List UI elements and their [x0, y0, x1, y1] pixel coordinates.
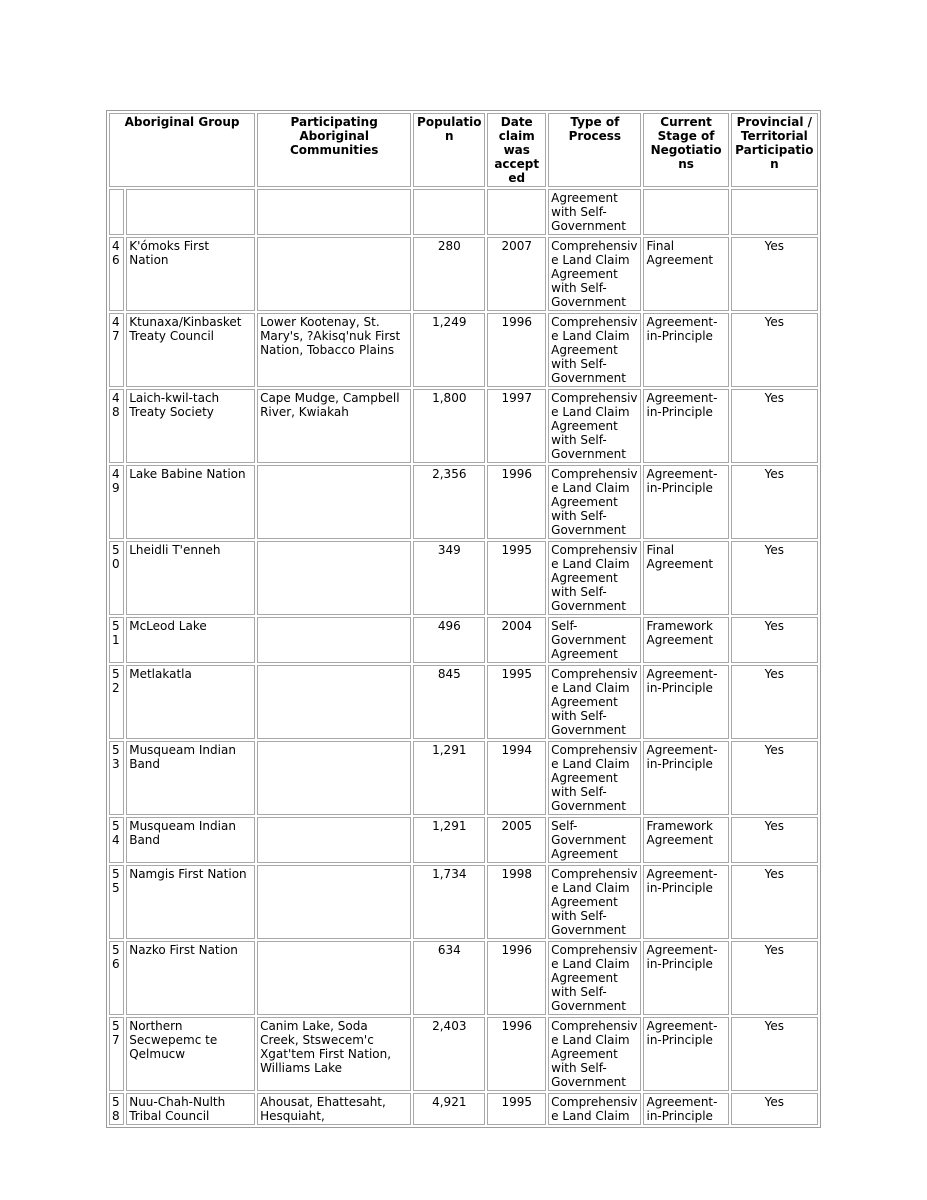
row-participation — [731, 189, 818, 235]
row-group: Lake Babine Nation — [126, 465, 255, 539]
row-population — [413, 189, 485, 235]
row-number: 50 — [109, 541, 124, 615]
row-date: 1995 — [487, 1093, 546, 1125]
row-number: 53 — [109, 741, 124, 815]
row-stage: Final Agreement — [643, 237, 728, 311]
table-row — [109, 665, 818, 739]
row-process: Comprehensive Land Claim Agreement with Self-Government — [548, 389, 641, 463]
row-process: Comprehensive Land Claim Agreement with Self-Government — [548, 1017, 641, 1091]
row-population: 1,291 — [413, 817, 485, 863]
row-group: Nazko First Nation — [126, 941, 255, 1015]
row-number: 52 — [109, 665, 124, 739]
row-population: 496 — [413, 617, 485, 663]
row-participation: Yes — [731, 617, 818, 663]
table-row — [109, 313, 818, 387]
row-stage: Framework Agreement — [643, 617, 728, 663]
row-communities — [257, 941, 411, 1015]
row-stage: Agreement-in-Principle — [643, 741, 728, 815]
row-participation: Yes — [731, 741, 818, 815]
row-process: Comprehensive Land Claim Agreement with Self-Government — [548, 941, 641, 1015]
row-number: 46 — [109, 237, 124, 311]
table-row — [109, 1093, 818, 1125]
table-row — [109, 817, 818, 863]
header-current-stage: Current Stage of Negotiations — [643, 113, 728, 187]
row-participation: Yes — [731, 1017, 818, 1091]
row-population: 2,356 — [413, 465, 485, 539]
row-process: Comprehensive Land Claim Agreement with Self-Government — [548, 237, 641, 311]
row-group: McLeod Lake — [126, 617, 255, 663]
row-number: 57 — [109, 1017, 124, 1091]
row-process: Comprehensive Land Claim Agreement with Self-Government — [548, 541, 641, 615]
row-communities: Lower Kootenay, St. Mary's, ?Akisq'nuk First Nation, Tobacco Plains — [257, 313, 411, 387]
table-body — [109, 189, 818, 1125]
row-number: 58 — [109, 1093, 124, 1125]
row-communities — [257, 465, 411, 539]
row-population: 845 — [413, 665, 485, 739]
row-group: Northern Secwepemc te Qelmucw — [126, 1017, 255, 1091]
claims-table — [106, 110, 821, 1128]
row-stage — [643, 189, 728, 235]
row-population: 1,249 — [413, 313, 485, 387]
row-population: 349 — [413, 541, 485, 615]
table-row — [109, 617, 818, 663]
row-communities — [257, 541, 411, 615]
row-process: Comprehensive Land Claim Agreement with Self-Government — [548, 665, 641, 739]
row-process: Comprehensive Land Claim — [548, 1093, 641, 1125]
row-number: 55 — [109, 865, 124, 939]
row-communities — [257, 817, 411, 863]
row-population: 4,921 — [413, 1093, 485, 1125]
table-row — [109, 865, 818, 939]
header-provincial-participation: Provincial / Territorial Participation — [731, 113, 818, 187]
row-participation: Yes — [731, 941, 818, 1015]
row-number: 56 — [109, 941, 124, 1015]
row-number: 49 — [109, 465, 124, 539]
table-row — [109, 741, 818, 815]
row-date: 2007 — [487, 237, 546, 311]
row-group: Lheidli T'enneh — [126, 541, 255, 615]
table-row — [109, 541, 818, 615]
row-participation: Yes — [731, 665, 818, 739]
row-group: Laich-kwil-tach Treaty Society — [126, 389, 255, 463]
row-process: Comprehensive Land Claim Agreement with Self-Government — [548, 741, 641, 815]
row-participation: Yes — [731, 237, 818, 311]
row-date: 1994 — [487, 741, 546, 815]
row-number: 54 — [109, 817, 124, 863]
table-row — [109, 1017, 818, 1091]
row-population: 280 — [413, 237, 485, 311]
row-process: Self-Government Agreement — [548, 817, 641, 863]
row-number: 51 — [109, 617, 124, 663]
row-communities: Canim Lake, Soda Creek, Stswecem'c Xgat'tem First Nation, Williams Lake — [257, 1017, 411, 1091]
header-population: Population — [413, 113, 485, 187]
row-date: 1996 — [487, 465, 546, 539]
row-communities — [257, 741, 411, 815]
row-participation: Yes — [731, 389, 818, 463]
table-row — [109, 389, 818, 463]
row-participation: Yes — [731, 1093, 818, 1125]
row-group: Musqueam Indian Band — [126, 741, 255, 815]
row-number — [109, 189, 124, 235]
row-population: 634 — [413, 941, 485, 1015]
row-communities — [257, 237, 411, 311]
row-population: 1,800 — [413, 389, 485, 463]
row-date: 1996 — [487, 313, 546, 387]
table-row — [109, 941, 818, 1015]
row-population: 1,734 — [413, 865, 485, 939]
row-date: 1995 — [487, 541, 546, 615]
row-group: Nuu-Chah-Nulth Tribal Council — [126, 1093, 255, 1125]
row-stage: Agreement-in-Principle — [643, 865, 728, 939]
row-population: 2,403 — [413, 1017, 485, 1091]
row-date: 1996 — [487, 1017, 546, 1091]
header-participating-communities: Participating Aboriginal Communities — [257, 113, 411, 187]
row-date: 1997 — [487, 389, 546, 463]
table-row — [109, 465, 818, 539]
row-participation: Yes — [731, 817, 818, 863]
row-participation: Yes — [731, 465, 818, 539]
row-process: Comprehensive Land Claim Agreement with Self-Government — [548, 465, 641, 539]
row-communities — [257, 865, 411, 939]
table-row — [109, 237, 818, 311]
row-stage: Agreement-in-Principle — [643, 313, 728, 387]
row-number: 48 — [109, 389, 124, 463]
row-stage: Agreement-in-Principle — [643, 665, 728, 739]
row-communities — [257, 665, 411, 739]
row-date: 1998 — [487, 865, 546, 939]
row-population: 1,291 — [413, 741, 485, 815]
header-type-of-process: Type of Process — [548, 113, 641, 187]
row-stage: Agreement-in-Principle — [643, 941, 728, 1015]
row-process: Comprehensive Land Claim Agreement with Self-Government — [548, 313, 641, 387]
row-process: Agreement with Self-Government — [548, 189, 641, 235]
row-communities: Ahousat, Ehattesaht, Hesquiaht, — [257, 1093, 411, 1125]
header-date-accepted: Date claim was accepted — [487, 113, 546, 187]
row-stage: Final Agreement — [643, 541, 728, 615]
row-date: 2004 — [487, 617, 546, 663]
row-participation: Yes — [731, 541, 818, 615]
row-communities: Cape Mudge, Campbell River, Kwiakah — [257, 389, 411, 463]
row-stage: Agreement-in-Principle — [643, 1093, 728, 1125]
row-group — [126, 189, 255, 235]
row-participation: Yes — [731, 865, 818, 939]
row-stage: Framework Agreement — [643, 817, 728, 863]
row-number: 47 — [109, 313, 124, 387]
row-date: 1995 — [487, 665, 546, 739]
row-group: Namgis First Nation — [126, 865, 255, 939]
row-participation: Yes — [731, 313, 818, 387]
header-aboriginal-group: Aboriginal Group — [109, 113, 255, 187]
row-date: 1996 — [487, 941, 546, 1015]
row-stage: Agreement-in-Principle — [643, 1017, 728, 1091]
row-stage: Agreement-in-Principle — [643, 389, 728, 463]
row-process: Self-Government Agreement — [548, 617, 641, 663]
row-date — [487, 189, 546, 235]
row-group: Musqueam Indian Band — [126, 817, 255, 863]
row-communities — [257, 189, 411, 235]
row-stage: Agreement-in-Principle — [643, 465, 728, 539]
row-group: Metlakatla — [126, 665, 255, 739]
row-process: Comprehensive Land Claim Agreement with Self-Government — [548, 865, 641, 939]
row-date: 2005 — [487, 817, 546, 863]
row-communities — [257, 617, 411, 663]
row-group: K'ómoks First Nation — [126, 237, 255, 311]
table-row-continued — [109, 189, 818, 235]
table-header-row — [109, 113, 818, 187]
row-group: Ktunaxa/Kinbasket Treaty Council — [126, 313, 255, 387]
